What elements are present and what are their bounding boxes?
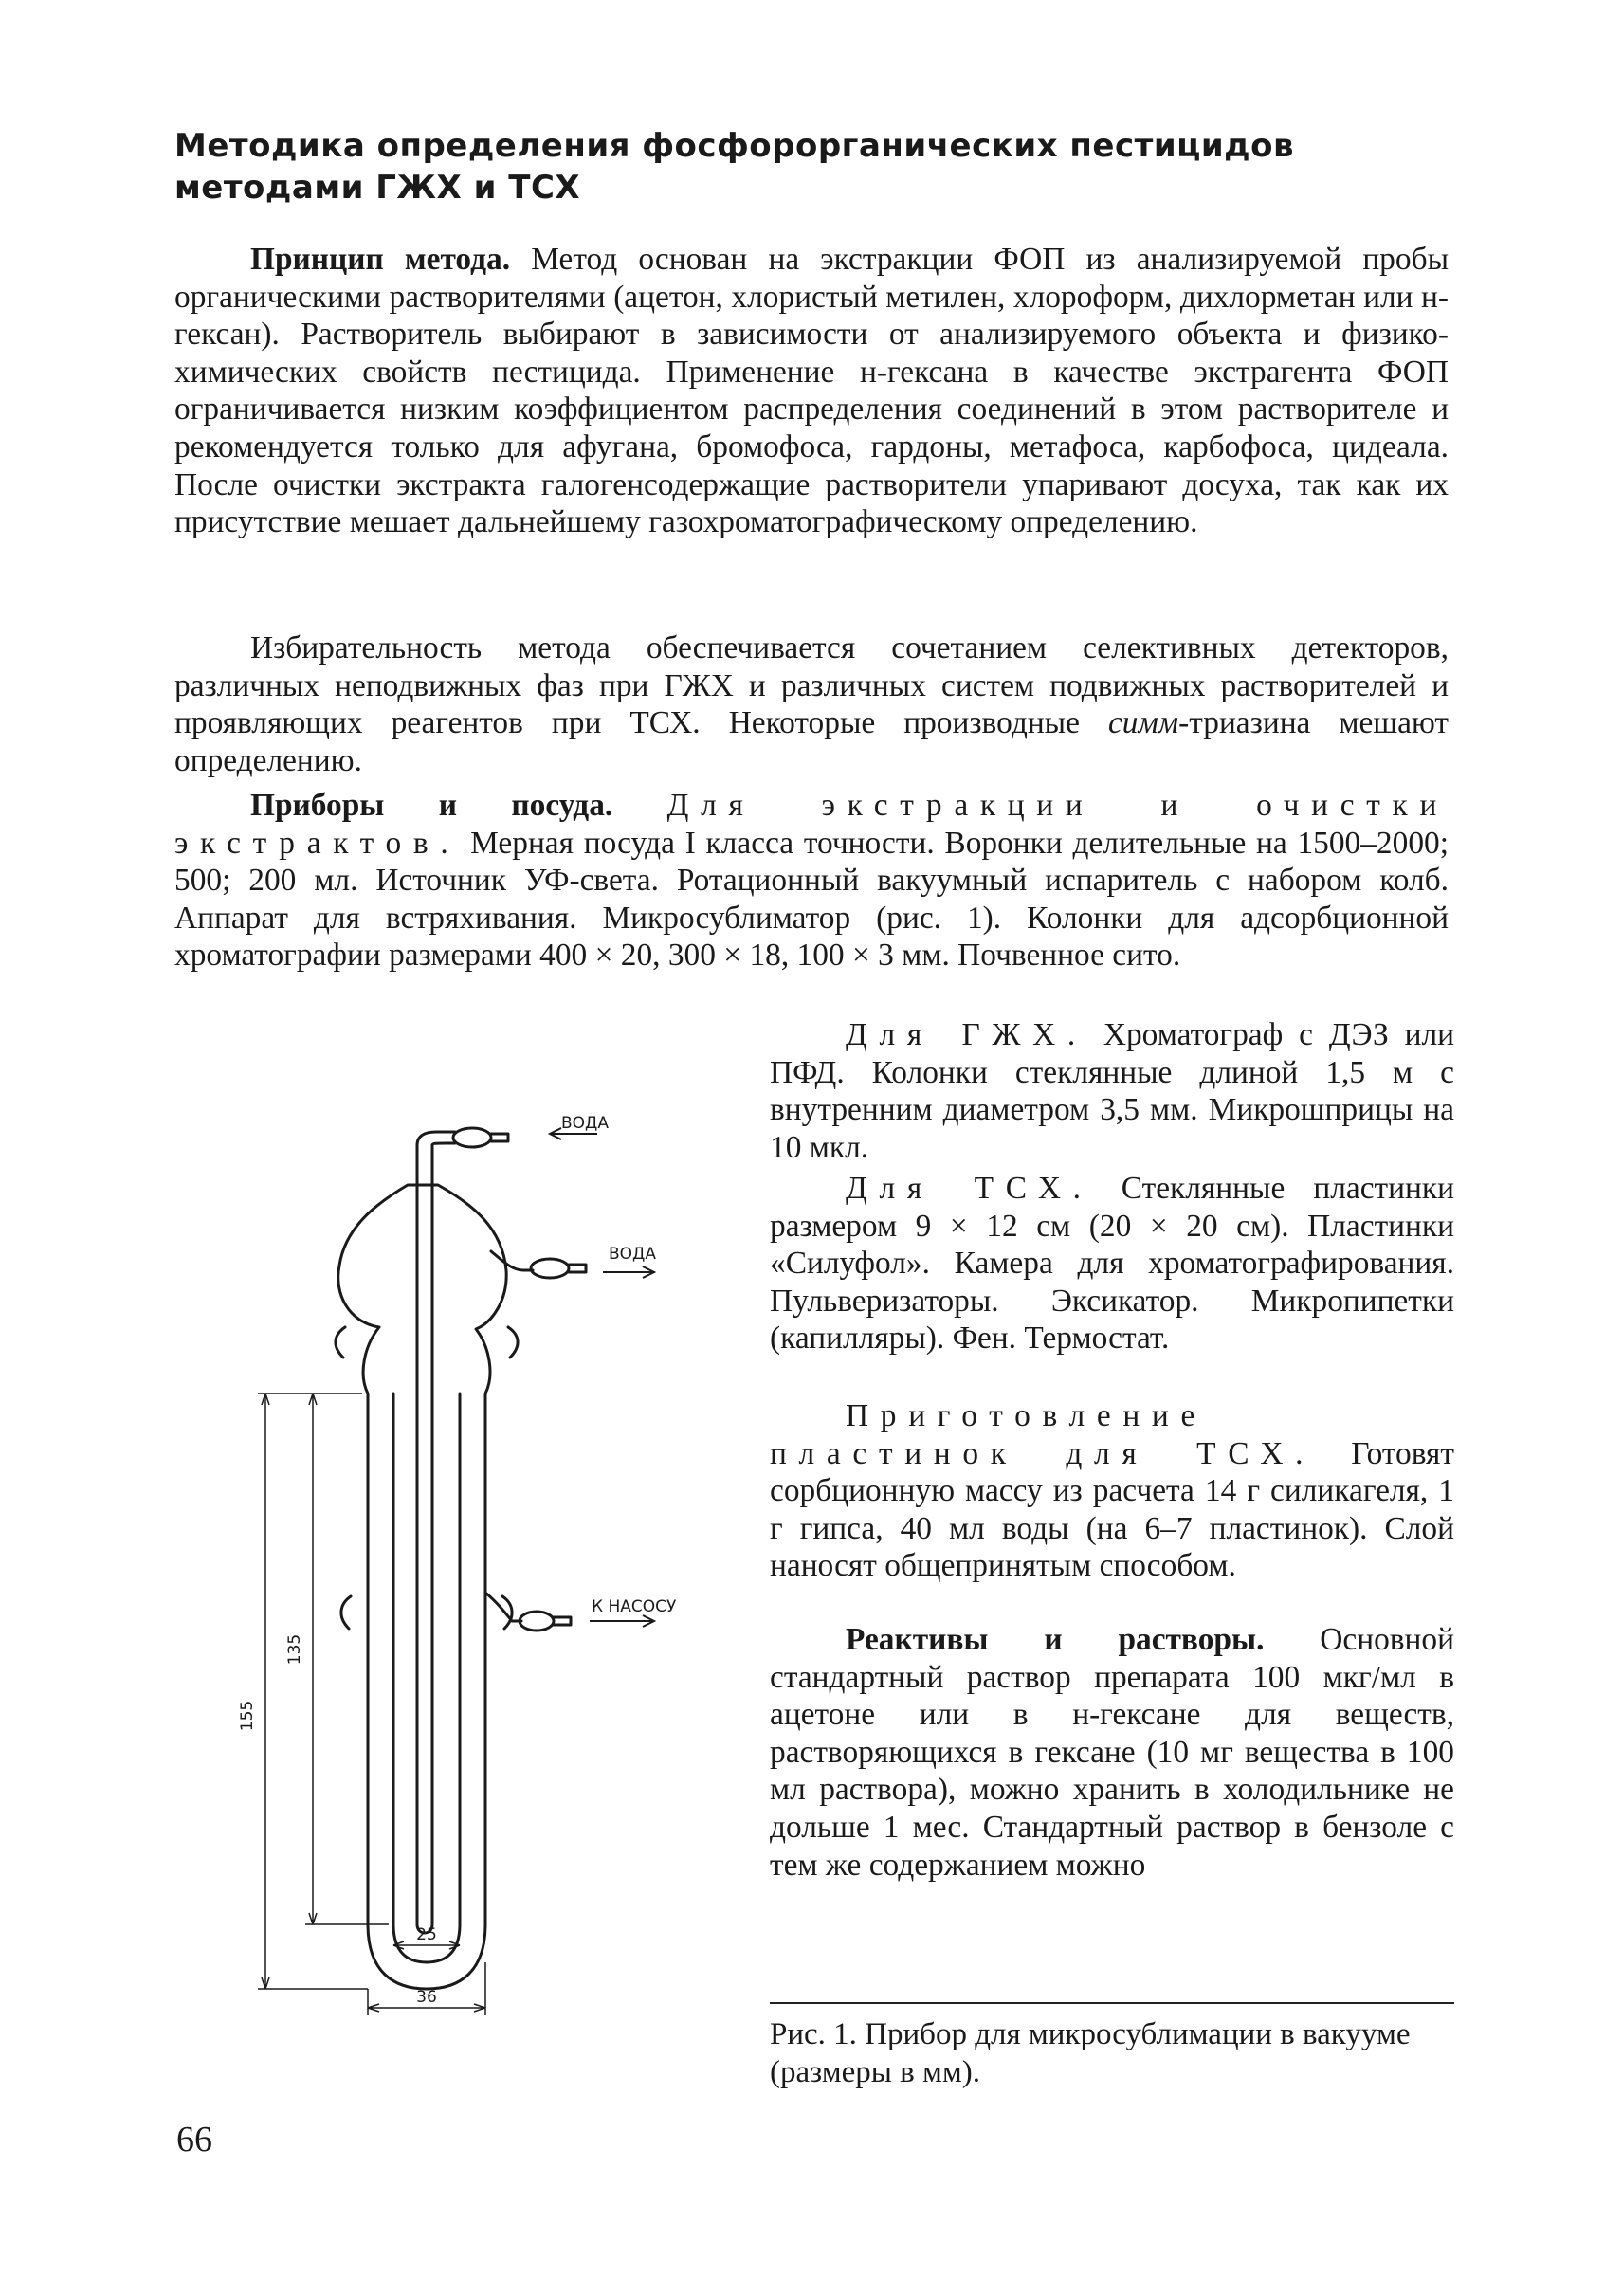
arrow-to-pump — [590, 1615, 654, 1627]
paragraph-principle — [174, 241, 1449, 541]
clip-left-lower — [341, 1596, 351, 1629]
selectivity-text-1: Избирательность метода обеспечивается сочетанием селективных детекторов, различных неподвижных фаз при ГЖХ и различных систем подвижных растворителей и проявляющих реагентов при ТСХ. Некоторые производные — [174, 630, 1449, 741]
principle-text: Метод основан на экстракции ФОП из анализируемой пробы органическими растворителями (ацетон, хлористый метилен, хлороформ, дихлорметан или н-гексан). Растворитель выбирают в зависимости от анализируемого объекта и физико-химических свойств пестицида. Применение н-гексана в качестве экстрагента ФОП ограничивается низким коэффициентом распределения соединений в этом растворителе и рекомендуется только для афугана, бромофоса, гардоны, метафоса, карбофоса, цидеала. После очистки экстракта галогенсодержащие растворители упаривают досуха, так как их присутствие мешает дальнейшему газохроматографическому определению. — [174, 242, 1449, 540]
paragraph-selectivity — [174, 629, 1449, 779]
pump-outlet-bulb — [520, 1612, 554, 1631]
arrow-water-mid — [603, 1266, 654, 1278]
paragraph-equipment — [174, 787, 1449, 975]
top-inlet-nozzle — [491, 1134, 508, 1141]
principle-heading: Принцип метода. — [250, 242, 511, 277]
clip-left-upper — [336, 1327, 345, 1358]
gc-text: Хроматограф с ДЭЗ или ПФД. Колонки стеклянные длиной 1,5 м с внутренним диаметром 3,5 мм. Микрошприцы на 10 мкл. — [770, 1017, 1454, 1165]
top-inlet-bulb — [453, 1128, 491, 1147]
gc-subheading: Для ГЖХ. — [846, 1017, 1087, 1052]
tlc-subheading: Для ТСХ. — [846, 1171, 1093, 1206]
dim-line-135 — [305, 1394, 389, 1924]
mid-inlet-nozzle — [569, 1265, 586, 1272]
equipment-subheading: Для экстракции и очистки экстрактов. — [174, 788, 1449, 861]
plates-subheading: Приготовление пластинок для ТСХ. — [770, 1398, 1316, 1471]
caption-rule — [770, 2002, 1454, 2004]
page-title — [174, 125, 1483, 209]
paragraph-plates — [770, 1397, 1454, 1585]
label-water-mid: ВОДА — [609, 1245, 656, 1264]
paragraph-reagents — [770, 1621, 1454, 1884]
page-number: 66 — [176, 2120, 212, 2159]
title-line-2: методами ГЖХ и ТСХ — [174, 169, 581, 207]
outer-vessel-outline — [338, 1185, 506, 1989]
reagents-heading: Реактивы и растворы. — [846, 1622, 1265, 1657]
paragraph-gc — [770, 1016, 1454, 1166]
clip-right-upper — [508, 1327, 518, 1358]
selectivity-italic: симм — [1107, 705, 1179, 741]
plates-text: Готовят сорбционную массу из расчета 14 г силикагеля, 1 г гипса, 40 мл воды (на 6–7 пластинок). Слой наносят общепринятым способом. — [770, 1435, 1454, 1584]
dim-label-155: 155 — [238, 1700, 257, 1732]
dim-label-25: 25 — [416, 1925, 437, 1944]
title-line-1: Методика определения фосфорорганических пестицидов — [174, 127, 1295, 165]
mid-inlet-bulb — [531, 1259, 569, 1278]
microsublimator-figure — [228, 1109, 720, 2095]
selectivity-text-2: -триазина мешают определению. — [174, 705, 1449, 778]
label-to-pump: К НАСОСУ — [592, 1597, 677, 1616]
equipment-heading: Приборы и посуда. — [250, 788, 613, 823]
inlet-tube — [417, 1145, 432, 1933]
figure-caption: Рис. 1. Прибор для микросублимации в вакууме (размеры в мм). — [770, 2017, 1411, 2089]
dim-label-135: 135 — [285, 1633, 304, 1666]
mid-inlet-tube — [491, 1251, 533, 1270]
reagents-text: Основной стандартный раствор препарата 100 мкг/мл в ацетоне или в н-гексане для веществ, растворяющихся в гексане (10 мг вещества в 100 мл раствора), можно хранить в холодильнике не дольше 1 мес. Стандартный раствор в бензоле с тем же содержанием можно — [770, 1622, 1454, 1883]
equipment-text: Мерная посуда I класса точности. Воронки делительные на 1500–2000; 500; 200 мл. Источник УФ-света. Ротационный вакуумный испаритель с набором колб. Аппарат для встряхивания. Микросублиматор (рис. 1). Колонки для адсорбционной хроматографии размерами 400 × 20, 300 × 18, 100 × 3 мм. Почвенное сито. — [174, 825, 1449, 974]
paragraph-tlc — [770, 1170, 1454, 1358]
top-inlet-bend — [417, 1132, 455, 1145]
tlc-text: Стеклянные пластинки размером 9 × 12 см (20 × 20 см). Пластинки «Силуфол». Камера для хроматографирования. Пульверизаторы. Эксикатор. Микропипетки (капилляры). Фен. Термостат. — [770, 1171, 1454, 1357]
dim-label-36: 36 — [416, 1988, 437, 2007]
pump-outlet-nozzle — [554, 1617, 571, 1625]
inner-cold-finger — [393, 1394, 460, 1962]
label-water-top: ВОДА — [561, 1114, 609, 1133]
